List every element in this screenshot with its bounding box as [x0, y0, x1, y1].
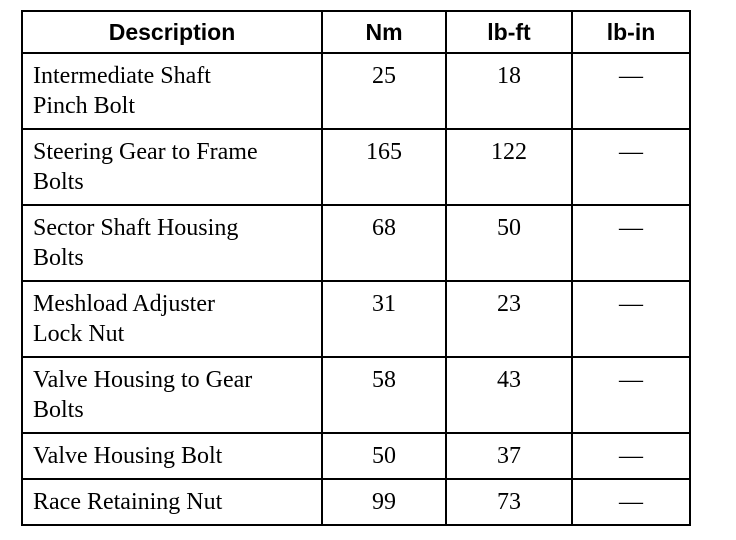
- header-row: [22, 11, 690, 53]
- table-row: [22, 53, 690, 129]
- row-nm: 99: [322, 479, 446, 525]
- row-nm: 31: [322, 281, 446, 357]
- header-description: Description: [22, 11, 322, 53]
- table-row: [22, 433, 690, 479]
- row-nm: 25: [322, 53, 446, 129]
- row-description: [22, 357, 322, 433]
- description-line: Steering Gear to Frame: [33, 139, 258, 165]
- torque-specification-table: [21, 10, 691, 526]
- row-lb-in: —: [572, 479, 690, 525]
- row-lb-ft: 37: [446, 433, 572, 479]
- row-nm: 50: [322, 433, 446, 479]
- row-description: [22, 479, 322, 525]
- description-line: Valve Housing to Gear: [33, 367, 253, 393]
- description-line: Meshload Adjuster: [33, 291, 215, 317]
- row-lb-ft: 122: [446, 129, 572, 205]
- row-lb-in: —: [572, 357, 690, 433]
- row-lb-in: —: [572, 433, 690, 479]
- row-description: [22, 53, 322, 129]
- row-lb-ft: 43: [446, 357, 572, 433]
- description-line: Valve Housing Bolt: [33, 443, 223, 469]
- row-description: [22, 205, 322, 281]
- description-line: Intermediate Shaft: [33, 63, 211, 89]
- row-lb-ft: 23: [446, 281, 572, 357]
- table-row: [22, 357, 690, 433]
- row-description: [22, 433, 322, 479]
- row-nm: 58: [322, 357, 446, 433]
- description-line: Bolts: [33, 169, 84, 195]
- row-lb-in: —: [572, 281, 690, 357]
- row-nm: 165: [322, 129, 446, 205]
- row-lb-in: —: [572, 129, 690, 205]
- description-line: Lock Nut: [33, 321, 125, 347]
- description-line: Pinch Bolt: [33, 93, 136, 119]
- table-row: [22, 281, 690, 357]
- description-line: Bolts: [33, 397, 84, 423]
- row-lb-ft: 50: [446, 205, 572, 281]
- row-lb-ft: 18: [446, 53, 572, 129]
- description-line: Race Retaining Nut: [33, 489, 223, 515]
- row-nm: 68: [322, 205, 446, 281]
- description-line: Bolts: [33, 245, 84, 271]
- row-description: [22, 129, 322, 205]
- row-lb-ft: 73: [446, 479, 572, 525]
- header-lb-ft: lb-ft: [446, 11, 572, 53]
- description-line: Sector Shaft Housing: [33, 215, 239, 241]
- table-row: [22, 129, 690, 205]
- row-description: [22, 281, 322, 357]
- row-lb-in: —: [572, 205, 690, 281]
- row-lb-in: —: [572, 53, 690, 129]
- table-row: [22, 205, 690, 281]
- header-lb-in: lb-in: [572, 11, 690, 53]
- table-row: [22, 479, 690, 525]
- header-nm: Nm: [322, 11, 446, 53]
